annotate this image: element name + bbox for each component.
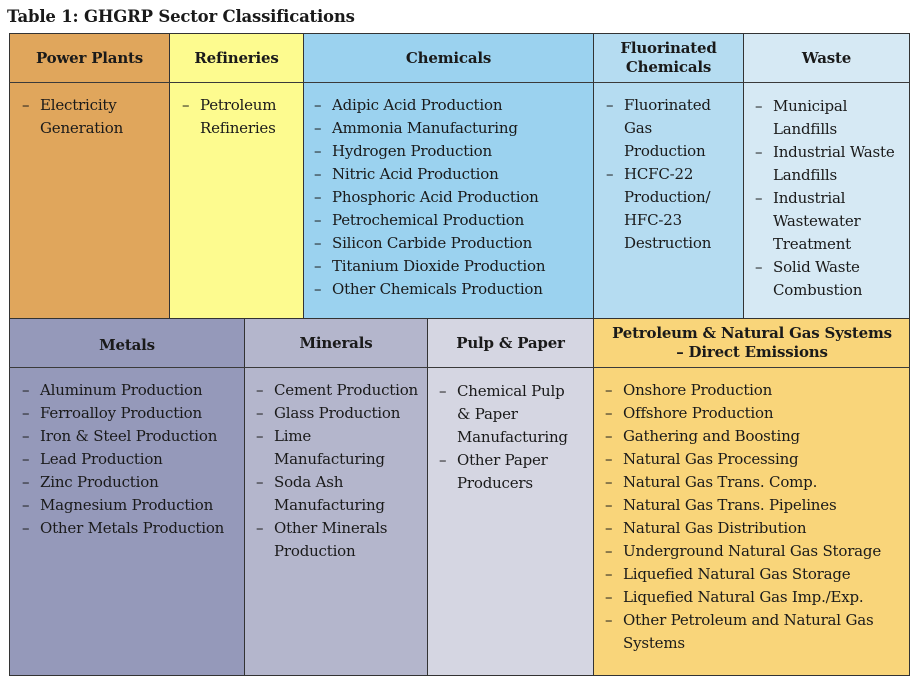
list-item: – Onshore Production xyxy=(602,379,882,402)
list-item: – Natural Gas Trans. Comp. xyxy=(602,471,882,494)
list-item: – Liquefied Natural Gas Imp./Exp. xyxy=(602,586,882,609)
petroleum-natural-gas-header: Petroleum & Natural Gas Systems – Direct Emissions xyxy=(612,324,892,361)
list-item: – Natural Gas Processing xyxy=(602,448,882,471)
list-item: – Other Minerals Production xyxy=(253,517,425,563)
fluorinated-chemicals-list xyxy=(603,94,726,255)
list-item: – Cement Production xyxy=(253,379,425,402)
list-item: – Nitric Acid Production xyxy=(311,163,591,186)
waste-list xyxy=(752,95,904,302)
list-item: – Offshore Production xyxy=(602,402,882,425)
list-item: – Other Chemicals Production xyxy=(311,278,591,301)
fluorinated-chemicals-header: Fluorinated Chemicals xyxy=(620,39,717,76)
list-item: – Ammonia Manufacturing xyxy=(311,117,591,140)
list-item: – Natural Gas Distribution xyxy=(602,517,882,540)
bottom-header-divider xyxy=(9,367,910,368)
refineries-list xyxy=(179,94,291,140)
list-item: – Other Petroleum and Natural Gas Systems xyxy=(602,609,882,655)
list-item: – Petrochemical Production xyxy=(311,209,591,232)
list-item: – Natural Gas Trans. Pipelines xyxy=(602,494,882,517)
minerals-list xyxy=(253,379,425,563)
list-item: – Fluorinated Gas Production xyxy=(603,94,726,163)
list-item: – Liquefied Natural Gas Storage xyxy=(602,563,882,586)
list-item: – Phosphoric Acid Production xyxy=(311,186,591,209)
list-item: – Aluminum Production xyxy=(19,379,239,402)
pulp-paper-list xyxy=(436,380,581,495)
list-item: – Electricity Generation xyxy=(19,94,159,140)
list-item: – HCFC-22 Production/ HFC-23 Destruction xyxy=(603,163,726,255)
list-item: – Other Paper Producers xyxy=(436,449,581,495)
pulp-paper-cell xyxy=(427,318,594,676)
list-item: – Titanium Dioxide Production xyxy=(311,255,591,278)
list-item: – Hydrogen Production xyxy=(311,140,591,163)
list-item: – Magnesium Production xyxy=(19,494,239,517)
power-plants-header: Power Plants xyxy=(35,48,144,67)
list-item: – Lime Manufacturing xyxy=(253,425,425,471)
list-item: – Industrial Wastewater Treatment xyxy=(752,187,904,256)
list-item: – Zinc Production xyxy=(19,471,239,494)
list-item: – Industrial Waste Landfills xyxy=(752,141,904,187)
list-item: – Glass Production xyxy=(253,402,425,425)
chemicals-list xyxy=(311,94,591,301)
list-item: – Municipal Landfills xyxy=(752,95,904,141)
list-item: – Gathering and Boosting xyxy=(602,425,882,448)
pulp-paper-header: Pulp & Paper xyxy=(456,333,565,352)
list-item: – Solid Waste Combustion xyxy=(752,256,904,302)
top-header-divider xyxy=(9,82,910,83)
list-item: – Chemical Pulp & Paper Manufacturing xyxy=(436,380,581,449)
list-item: – Petroleum Refineries xyxy=(179,94,291,140)
petroleum-natural-gas-list xyxy=(602,379,882,655)
minerals-header: Minerals xyxy=(299,333,373,352)
chemicals-header: Chemicals xyxy=(405,48,492,67)
list-item: – Soda Ash Manufacturing xyxy=(253,471,425,517)
power-plants-list xyxy=(19,94,159,140)
list-item: – Silicon Carbide Production xyxy=(311,232,591,255)
waste-header: Waste xyxy=(801,48,852,67)
metals-list xyxy=(19,379,239,540)
list-item: – Adipic Acid Production xyxy=(311,94,591,117)
list-item: – Lead Production xyxy=(19,448,239,471)
refineries-header: Refineries xyxy=(194,48,279,67)
list-item: – Other Metals Production xyxy=(19,517,239,540)
table-title: Table 1: GHGRP Sector Classifications xyxy=(7,7,355,26)
list-item: – Underground Natural Gas Storage xyxy=(602,540,882,563)
list-item: – Ferroalloy Production xyxy=(19,402,239,425)
list-item: – Iron & Steel Production xyxy=(19,425,239,448)
metals-header: Metals xyxy=(99,335,155,354)
